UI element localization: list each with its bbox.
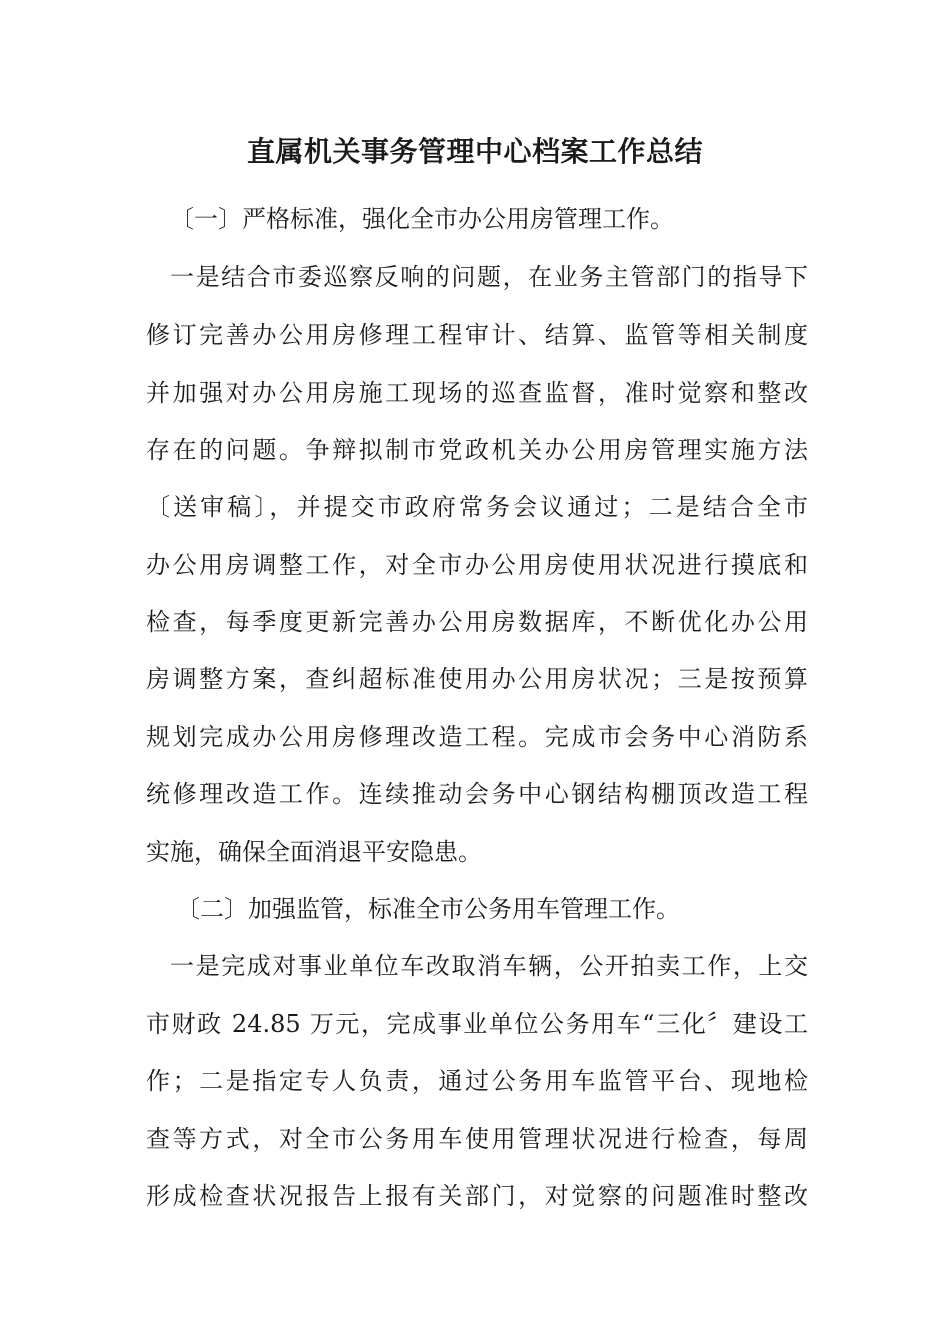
paragraph-line: 并加强对办公用房施工现场的巡查监督，准时觉察和整改: [146, 379, 808, 407]
paragraph-line: 检查，每季度更新完善办公用房数据库，不断优化办公用: [146, 608, 808, 636]
paragraph-line: 市财政 24.85 万元，完成事业单位公务用车“三化〞建设工: [146, 1010, 808, 1038]
paragraph-line: 形成检查状况报告上报有关部门，对觉察的问题准时整改: [146, 1182, 808, 1210]
document-title: 直属机关事务管理中心档案工作总结: [246, 135, 703, 168]
paragraph-line: 修订完善办公用房修理工程审计、结算、监管等相关制度: [146, 321, 808, 349]
paragraph-line: 房调整方案，查纠超标准使用办公用房状况；三是按预算: [146, 665, 808, 693]
section-heading-1: 〔一〕严格标准，强化全市办公用房管理工作。: [170, 205, 674, 233]
paragraph-line: 一是结合市委巡察反响的问题，在业务主管部门的指导下: [170, 263, 808, 291]
section-heading-2: 〔二〕加强监管，标准全市公务用车管理工作。: [176, 895, 680, 923]
paragraph-line: 统修理改造工作。连续推动会务中心钢结构棚顶改造工程: [146, 780, 808, 808]
paragraph-line: 查等方式，对全市公务用车使用管理状况进行检查，每周: [146, 1125, 808, 1153]
paragraph-line: 实施，确保全面消退平安隐患。: [146, 838, 482, 866]
paragraph-line: 一是完成对事业单位车改取消车辆，公开拍卖工作，上交: [170, 952, 808, 980]
paragraph-line: 作；二是指定专人负责，通过公务用车监管平台、现地检: [146, 1067, 808, 1095]
paragraph-line: 规划完成办公用房修理改造工程。完成市会务中心消防系: [146, 723, 808, 751]
paragraph-line: 存在的问题。争辩拟制市党政机关办公用房管理实施方法: [146, 436, 808, 464]
paragraph-line: 〔送审稿〕，并提交市政府常务会议通过；二是结合全市: [146, 493, 808, 521]
paragraph-line: 办公用房调整工作，对全市办公用房使用状况进行摸底和: [146, 551, 808, 579]
